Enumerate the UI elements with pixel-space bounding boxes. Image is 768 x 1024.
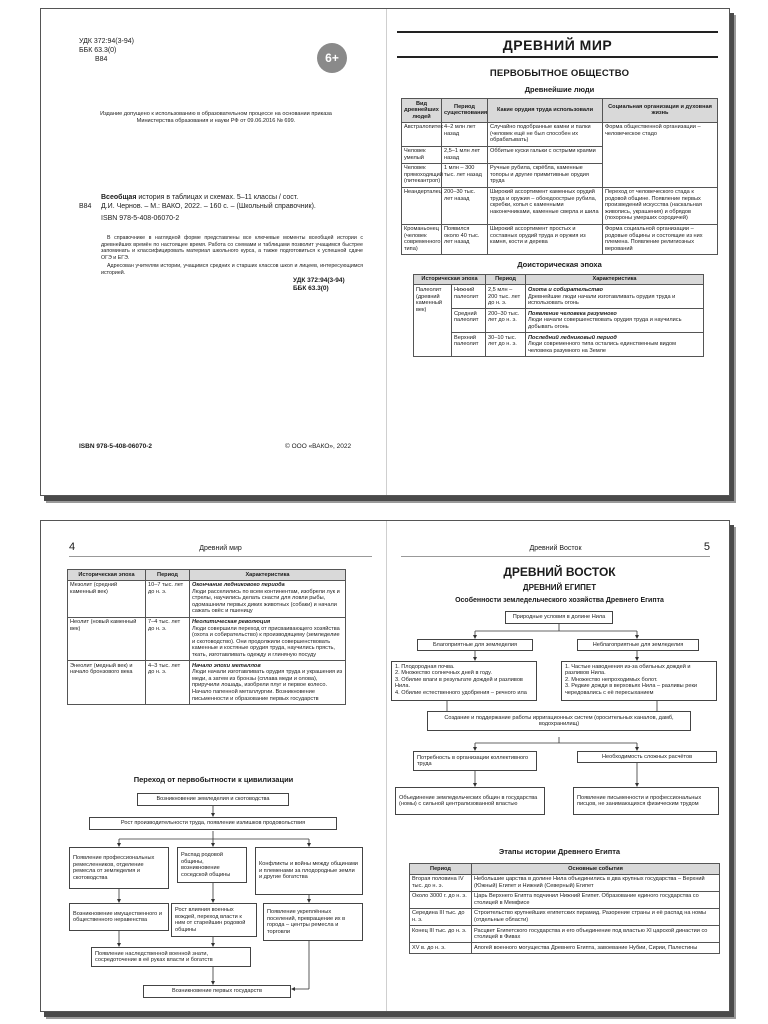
egypt-stages-table <box>409 863 720 954</box>
flow-box-calculations: Необходимость сложных расчётов <box>577 751 717 763</box>
flow-box-unfavourable-list: 1. Частые наводнения из-за обильных дождей и разливов Нила. 2. Множество непроходимых болот. 3. Редкие дожди в верховьях Нила – разливы реки чередовались с её пересыханием <box>561 661 717 701</box>
citation-title: история в таблицах и схемах. 5–11 классы / сост. <box>138 194 299 201</box>
page-header <box>69 541 372 557</box>
author-code: В84 <box>95 56 108 63</box>
char-text: Древнейшие люди начали изготавливать орудия труда и использовать огонь <box>528 293 676 307</box>
ancient-world-page <box>387 9 732 495</box>
age-rating-badge: 6+ <box>317 43 347 73</box>
flow-box-nomes: Объединение земледельческих общин в государства (номы) с сильной централизованной властью <box>395 787 545 815</box>
table-cell: Ручные рубила, скрёбла, каменные топоры и другие примитивные орудия труда <box>488 163 603 187</box>
table-cell: Переход от человеческого стада к родовой общине. Появление первых произведений искусства (наскальная живопись, украшения) и обрядов (похороны умерших сородичей) <box>603 187 718 224</box>
table-cell <box>190 617 346 661</box>
udk-code: УДК 372:94(3-94) <box>79 38 134 45</box>
table-row <box>414 285 704 309</box>
agriculture-title: Особенности земледельческого хозяйства Древнего Египта <box>455 597 664 604</box>
flow-box-productivity: Рост производительности труда, появление излишков продовольствия <box>89 817 337 830</box>
table-cell: Конец III тыс. до н. э. <box>410 926 472 943</box>
table-cell: Кроманьонец (человек современного типа) <box>402 224 442 254</box>
flow-box-inequality: Возникновение имущественного и общественного неравенства <box>69 903 169 931</box>
page-5 <box>387 521 732 1011</box>
table-row <box>410 908 720 925</box>
table-header: Какие орудия труда использовали <box>488 99 603 123</box>
egypt-agriculture-flow-diagram <box>387 609 732 829</box>
table-header: Период <box>410 864 472 875</box>
char-text: Люди современного типа остались единственным видом человека разумного на Земле <box>528 341 677 354</box>
flow-box-natural-conditions: Природные условия в долине Нила <box>505 611 613 624</box>
char-heading: Последний ледниковый период <box>528 334 617 341</box>
citation-isbn: ISBN 978-5-408-06070-2 <box>101 215 180 222</box>
table-cell: Появился около 40 тыс. лет назад <box>442 224 488 254</box>
copyright: © ООО «ВАКО», 2022 <box>285 443 352 450</box>
prehistoric-era-table <box>413 274 704 357</box>
table-row <box>410 926 720 943</box>
char-heading: Начало эпохи металлов <box>192 662 261 669</box>
transition-flow-diagram <box>41 789 386 1004</box>
imprint-page <box>41 9 386 495</box>
table-cell: Широкий ассортимент простых и составных орудий труда и оружия из камня, кости и дерева <box>488 224 603 254</box>
running-title: Древний мир <box>199 545 242 552</box>
table-cell: Неандерталец <box>402 187 442 224</box>
table-row <box>402 187 718 224</box>
table-cell <box>526 285 704 309</box>
prehistoric-table-title: Доисторическая эпоха <box>517 259 602 269</box>
char-text: Люди начали совершенствовать орудия труда и научились добывать огонь <box>528 317 682 330</box>
later-stone-age-table <box>67 569 346 705</box>
table-cell: Верхний палеолит <box>452 333 486 357</box>
footer-isbn: ISBN 978-5-408-06070-2 <box>79 443 152 450</box>
bibliographic-citation <box>79 193 364 223</box>
table-header: Характеристика <box>526 274 704 285</box>
table-cell: Вторая половина IV тыс. до н. э. <box>410 874 472 891</box>
table-cell: 7–4 тыс. лет до н. э. <box>146 617 190 661</box>
table-row <box>410 891 720 908</box>
approval-note: Издание допущено к использованию в образовательном процессе на основании приказа Министерства образования и науки РФ от 09.06.2016 № 699. <box>100 111 332 124</box>
table-cell: 200–30 тыс. лет назад <box>442 187 488 224</box>
table-row <box>414 309 704 333</box>
table-cell: 4–2 млн лет назад <box>442 122 488 146</box>
table-row <box>410 943 720 954</box>
udk-block <box>79 37 134 64</box>
subsection-title: ДРЕВНИЙ ЕГИПЕТ <box>522 583 597 592</box>
paleolith-label: Палеолит (древний каменный век) <box>414 285 452 356</box>
people-table-title: Древнейшие люди <box>524 85 595 94</box>
flow-box-towns: Появление укреплённых поселений, превращение их в города – центры ремесла и торговли <box>263 903 363 941</box>
table-cell: Форма социальной организации – родовые общины и состоящие из них племена. Появление религиозных верований <box>603 224 718 254</box>
table-cell: Расцвет Египетского государства и его объединение под властью XI царской династии со столицей в Фивах <box>472 926 720 943</box>
table-cell <box>190 580 346 617</box>
table-cell: Форма общественной организации – человеческое стадо <box>603 122 718 187</box>
table-row <box>68 617 346 661</box>
annotation-para-1: В справочнике в наглядной форме представлены все ключевые моменты всеобщей истории с древнейших времён по настоящее время. Работа со схемами и таблицами позволит учащимся быстрее запоминать и классифицировать материал школьного курса, а также подготовиться к успешной сдаче ОГЭ и ЕГЭ. <box>101 235 363 261</box>
table-cell: Мезолит (средний каменный век) <box>68 580 146 617</box>
table-row <box>414 333 704 357</box>
table-cell: 1 млн – 300 тыс. лет назад <box>442 163 488 187</box>
table-cell: Неолит (новый каменный век) <box>68 617 146 661</box>
table-cell: 2,5 млн – 200 тыс. лет до н. э. <box>486 285 526 309</box>
table-cell: Небольшие царства в долине Нила объединились в два крупных государства – Верхний (Южный) Египет и Нижний (Северный) Египет <box>472 874 720 891</box>
table-cell: Середина III тыс. до н. э. <box>410 908 472 925</box>
char-heading: Появление человека разумного <box>528 310 617 317</box>
table-cell <box>526 309 704 333</box>
table-cell: Средний палеолит <box>452 309 486 333</box>
char-heading: Охота и собирательство <box>528 286 603 293</box>
table-cell: Австралопитек <box>402 122 442 146</box>
page-number: 5 <box>703 541 710 553</box>
table-cell: 4–3 тыс. лет до н. э. <box>146 661 190 705</box>
udk-summary-udk: УДК 372:94(3-94) <box>293 277 345 284</box>
table-header: Вид древнейших людей <box>402 99 442 123</box>
flow-box-favourable-list: 1. Плодородная почва. 2. Множество солнечных дней в году. 3. Обилие влаги в результате дождей и разливов Нила. 4. Обилие естественного удобрения – речного ила <box>391 661 537 701</box>
table-header: Характеристика <box>190 570 346 581</box>
table-cell: Случайно подобранные камни и палки (человек ещё не был способен их обрабатывать) <box>488 122 603 146</box>
table-header: Социальная организация и духовная жизнь <box>603 99 718 123</box>
flow-box-conflicts: Конфликты и войны между общинами и племенами за плодородные земли и другие богатства <box>255 847 363 895</box>
table-cell: Царь Верхнего Египта подчинил Нижний Египет. Образование единого государства со столицей в Мемфисе <box>472 891 720 908</box>
flow-box-community-split: Распад родовой общины, возникновение соседской общины <box>177 847 247 883</box>
char-heading: Неолитическая революция <box>192 619 271 626</box>
table-row <box>402 224 718 254</box>
annotation-para-2: Адресован учителям истории, учащимся средних и старших классов школ и лицеев, интересующимся историей. <box>101 263 363 276</box>
table-cell: Апогей военного могущества Древнего Египта, завоевание Нубии, Сирии, Палестины <box>472 943 720 954</box>
table-header: Период <box>146 570 190 581</box>
flow-box-irrigation: Создание и поддержание работы ирригационных систем (оросительных каналов, дамб, водохранилищ) <box>427 711 691 731</box>
page-number: 4 <box>69 541 76 553</box>
udk-summary <box>293 277 345 293</box>
table-cell: XV в. до н. э. <box>410 943 472 954</box>
book-spread-top <box>40 8 730 496</box>
table-header: Основные события <box>472 864 720 875</box>
char-text: Люди расселились по всем континентам, изобрели лук и стрелы, научились делать снасти для ловли рыбы, одомашнили первых диких животных (собаки) и начали сажать овёс и пшеницу <box>192 588 340 615</box>
table-cell <box>190 661 346 705</box>
flow-box-writing: Появление письменности и профессиональных писцов, не занимающихся физическим трудом <box>573 787 719 815</box>
annotation <box>101 235 363 278</box>
table-row <box>68 661 346 705</box>
page-4 <box>41 521 386 1011</box>
table-cell: 10–7 тыс. лет до н. э. <box>146 580 190 617</box>
table-cell: Оббитые куски гальки с острыми краями <box>488 146 603 163</box>
table-cell: Человек умелый <box>402 146 442 163</box>
table-cell <box>526 333 704 357</box>
flow-box-collective-labour: Потребность в организации коллективного труда <box>413 751 537 771</box>
citation-author: Всеобщая <box>101 194 137 201</box>
flow-box-unfavourable: Неблагоприятные для земледелия <box>577 639 699 651</box>
table-cell: Строительство крупнейших египетских пирамид. Разорение страны и её распад на номы (отдельные области) <box>472 908 720 925</box>
section-title: ДРЕВНИЙ ВОСТОК <box>503 565 616 579</box>
table-cell: 2,5–1 млн лет назад <box>442 146 488 163</box>
flow-box-chiefs: Рост влияния военных вождей, переход власти к ним от старейшин родовой общины <box>171 903 257 937</box>
flow-box-favourable: Благоприятные для земледелия <box>417 639 533 651</box>
bbk-code: ББК 63.3(0) <box>79 47 117 54</box>
table-row <box>68 580 346 617</box>
table-cell: Нижний палеолит <box>452 285 486 309</box>
subsection-title: ПЕРВОБЫТНОЕ ОБЩЕСТВО <box>489 68 630 79</box>
citation-publisher: Д.И. Чернов. – М.: ВАКО, 2022. – 160 с. – (Школьный справочник). <box>101 203 316 210</box>
ancient-people-table <box>401 98 718 255</box>
table-cell: Человек прямоходящий (питекантроп) <box>402 163 442 187</box>
transition-title: Переход от первобытности к цивилизации <box>133 775 294 784</box>
udk-summary-bbk: ББК 63.3(0) <box>293 285 329 292</box>
table-cell: Около 3000 г. до н. э. <box>410 891 472 908</box>
char-text: Люди начали изготавливать орудия труда и украшения из меди, а затем из бронзы (сплава меди и олова), приручили лошадь, изобрели плуг и первое колесо. Начало папенной металлургии. Возникновение письменности и образование первых государств <box>192 669 343 702</box>
table-header: Период <box>486 274 526 285</box>
book-spread-bottom <box>40 520 730 1012</box>
citation-code: В84 <box>79 203 92 210</box>
table-header: Историческая эпоха <box>68 570 146 581</box>
table-cell: Широкий ассортимент каменных орудий труда и оружия – обоюдоострые рубила, скребки, копья с каменными наконечниками, каменные сверла и шила <box>488 187 603 224</box>
table-header: Историческая эпоха <box>414 274 486 285</box>
table-cell: 200–30 тыс. лет до н. э. <box>486 309 526 333</box>
table-header: Период существования <box>442 99 488 123</box>
stages-title: Этапы истории Древнего Египта <box>498 847 621 856</box>
char-text: Люди совершили переход от присваивающего хозяйства (охота и собирательство) к производящему (земледелие и скотоводство). Они продолжили совершенствовать каменные и костяные орудия труда, научились прясть, ткать, изготавливать одежду и глиняную посуду <box>192 625 340 659</box>
section-title: ДРЕВНИЙ МИР <box>397 31 718 58</box>
flow-box-agriculture: Возникновение земледелия и скотоводства <box>137 793 289 806</box>
flow-box-craftsmen: Появление профессиональных ремесленников, отделение ремесла от земледелия и скотоводства <box>69 847 169 889</box>
flow-box-nobility: Появление наследственной военной знати, сосредоточение в её руках власти и богатств <box>91 947 251 967</box>
table-cell: Энеолит (медный век) и начало бронзового века <box>68 661 146 705</box>
table-cell: 30–10 тыс. лет до н. э. <box>486 333 526 357</box>
flow-box-first-states: Возникновение первых государств <box>143 985 291 998</box>
running-title: Древний Восток <box>529 545 582 552</box>
char-heading: Окончание ледникового периода <box>192 582 285 589</box>
page-header <box>401 541 710 557</box>
table-row <box>410 874 720 891</box>
table-row <box>402 122 718 146</box>
